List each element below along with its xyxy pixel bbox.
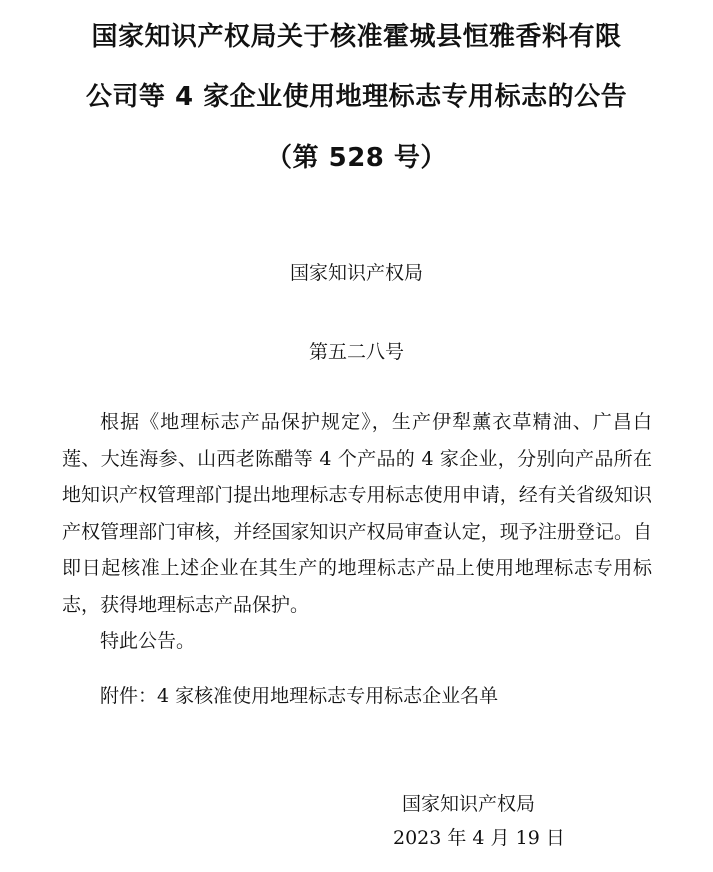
notice-body <box>62 404 652 660</box>
signature-organization: 国家知识产权局 <box>402 793 536 815</box>
issuer-name: 国家知识产权局 <box>289 262 423 284</box>
body-paragraph: 根据《地理标志产品保护规定》，生产伊犁薰衣草精油、广昌白莲、大连海参、山西老陈醋等 4 个产品的 4 家企业，分别向产品所在地知识产权管理部门提出地理标志专用标志使用申请，经有关省级知识产权管理部门审核，并经国家知识产权局审查认定，现予注册登记。自即日起核准上述企业在其生产的地理标志产品上使用地理标志专用标志，获得地理标志产品保护。 <box>62 411 652 616</box>
notice-title-line-2: 公司等 4 家企业使用地理标志专用标志的公告 <box>85 82 628 112</box>
notice-title-number: （第 528 号） <box>266 143 447 173</box>
signature-date: 2023 年 4 月 19 日 <box>393 827 565 849</box>
document-number: 第五二八号 <box>308 341 404 363</box>
notice-title-line-1: 国家知识产权局关于核准霍城县恒雅香料有限 <box>91 22 622 52</box>
attachment-line: 附件：4 家核准使用地理标志专用标志企业名单 <box>100 685 499 707</box>
closing-statement: 特此公告。 <box>100 630 196 652</box>
